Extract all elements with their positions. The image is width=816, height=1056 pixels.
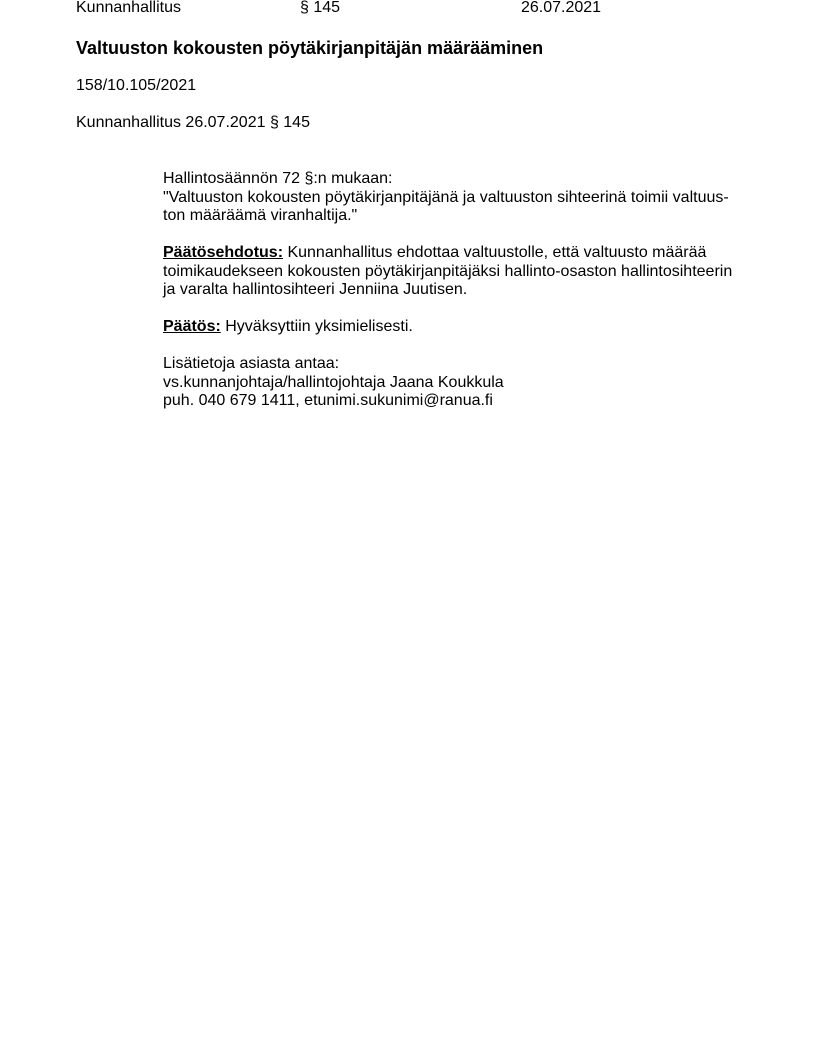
- decision-line: [163, 318, 743, 337]
- decision-text: Hyväksyttiin yksimielisesti.: [220, 318, 413, 335]
- contact-paragraph: [163, 355, 743, 411]
- document-header: [0, 0, 816, 18]
- header-date: 26.07.2021: [521, 0, 602, 16]
- intro-quote-line: ton määräämä viranhaltija.": [163, 207, 358, 224]
- decision-paragraph: [163, 318, 743, 337]
- proposal-text: Kunnanhallitus ehdottaa valtuustolle, että valtuusto määrää: [283, 244, 707, 261]
- contact-person: vs.kunnanjohtaja/hallintojohtaja Jaana Koukkula: [163, 373, 504, 391]
- contact-heading: Lisätietoja asiasta antaa:: [163, 355, 340, 372]
- header-body-name: Kunnanhallitus: [76, 0, 181, 16]
- proposal-line: toimikaudekseen kokousten pöytäkirjanpitäjäksi hallinto-osaston hallintosihteerin: [163, 262, 733, 280]
- proposal-paragraph: [163, 244, 743, 300]
- intro-line: Hallintosäännön 72 §:n mukaan:: [163, 170, 393, 187]
- decision-label: Päätös:: [163, 318, 221, 335]
- proposal-first-line: [163, 244, 743, 263]
- contact-phone-email: puh. 040 679 1411, etunimi.sukunimi@ranua.fi: [163, 392, 493, 409]
- intro-paragraph: [163, 170, 743, 226]
- meeting-reference: Kunnanhallitus 26.07.2021 § 145: [76, 114, 310, 131]
- header-section-number: § 145: [300, 0, 341, 16]
- document-body: [163, 170, 743, 429]
- proposal-line: ja varalta hallintosihteeri Jenniina Juutisen.: [163, 281, 468, 298]
- proposal-label: Päätösehdotus:: [163, 244, 284, 261]
- document-title: Valtuuston kokousten pöytäkirjanpitäjän määrääminen: [76, 38, 544, 58]
- record-number: 158/10.105/2021: [76, 77, 197, 94]
- intro-quote-line: "Valtuuston kokousten pöytäkirjanpitäjänä ja valtuuston sihteerinä toimii valtuus-: [163, 188, 729, 206]
